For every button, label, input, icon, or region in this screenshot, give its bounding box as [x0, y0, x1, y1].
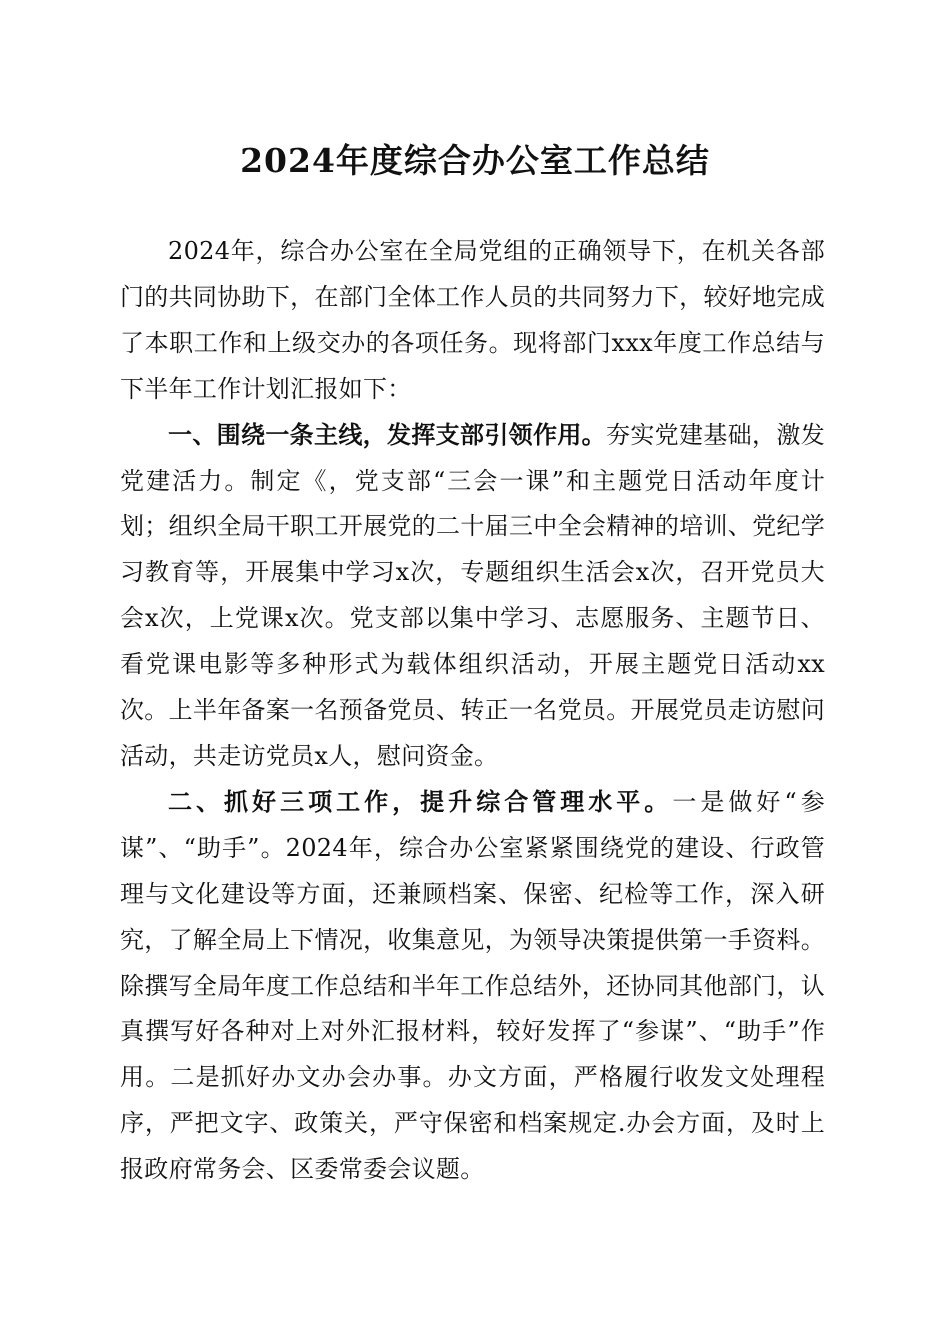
section-2-heading: 二、抓好三项工作，提升综合管理水平。 — [168, 787, 673, 816]
section-1-text: 夯实党建基础，激发党建活力。制定《，党支部“三会一课”和主题党日活动年度计划；组织全局干职工开展党的二十届三中全会精神的培训、党纪学习教育等，开展集中学习x次，专题组织生活会x次，召开党员大会x次，上党课x次。党支部以集中学习、志愿服务、主题节日、看党课电影等多种形式为载体组织活动，开展主题党日活动xx次。上半年备案一名预备党员、转正一名党员。开展党员走访慰问活动，共走访党员x人，慰问资金。 — [120, 420, 825, 770]
paragraph-intro-text: 2024年，综合办公室在全局党组的正确领导下，在机关各部门的共同协助下，在部门全体工作人员的共同努力下，较好地完成了本职工作和上级交办的各项任务。现将部门xxx年度工作总结与下半年工作计划汇报如下： — [120, 237, 825, 403]
document-body — [120, 229, 825, 1193]
paragraph-intro — [120, 229, 825, 413]
section-1-heading: 一、围绕一条主线，发挥支部引领作用。 — [168, 420, 607, 449]
document-title: 2024年度综合办公室工作总结 — [240, 141, 710, 180]
paragraph-section-1 — [120, 413, 825, 780]
section-2-text: 一是做好“参谋”、“助手”。2024年，综合办公室紧紧围绕党的建设、行政管理与文化建设等方面，还兼顾档案、保密、纪检等工作，深入研究，了解全局上下情况，收集意见，为领导决策提供第一手资料。除撰写全局年度工作总结和半年工作总结外，还协同其他部门，认真撰写好各种对上对外汇报材料，较好发挥了“参谋”、“助手”作用。二是抓好办文办会办事。办文方面，严格履行收发文处理程序，严把文字、政策关，严守保密和档案规定.办会方面，及时上报政府常务会、区委常委会议题。 — [120, 787, 825, 1184]
paragraph-section-2 — [120, 780, 825, 1193]
